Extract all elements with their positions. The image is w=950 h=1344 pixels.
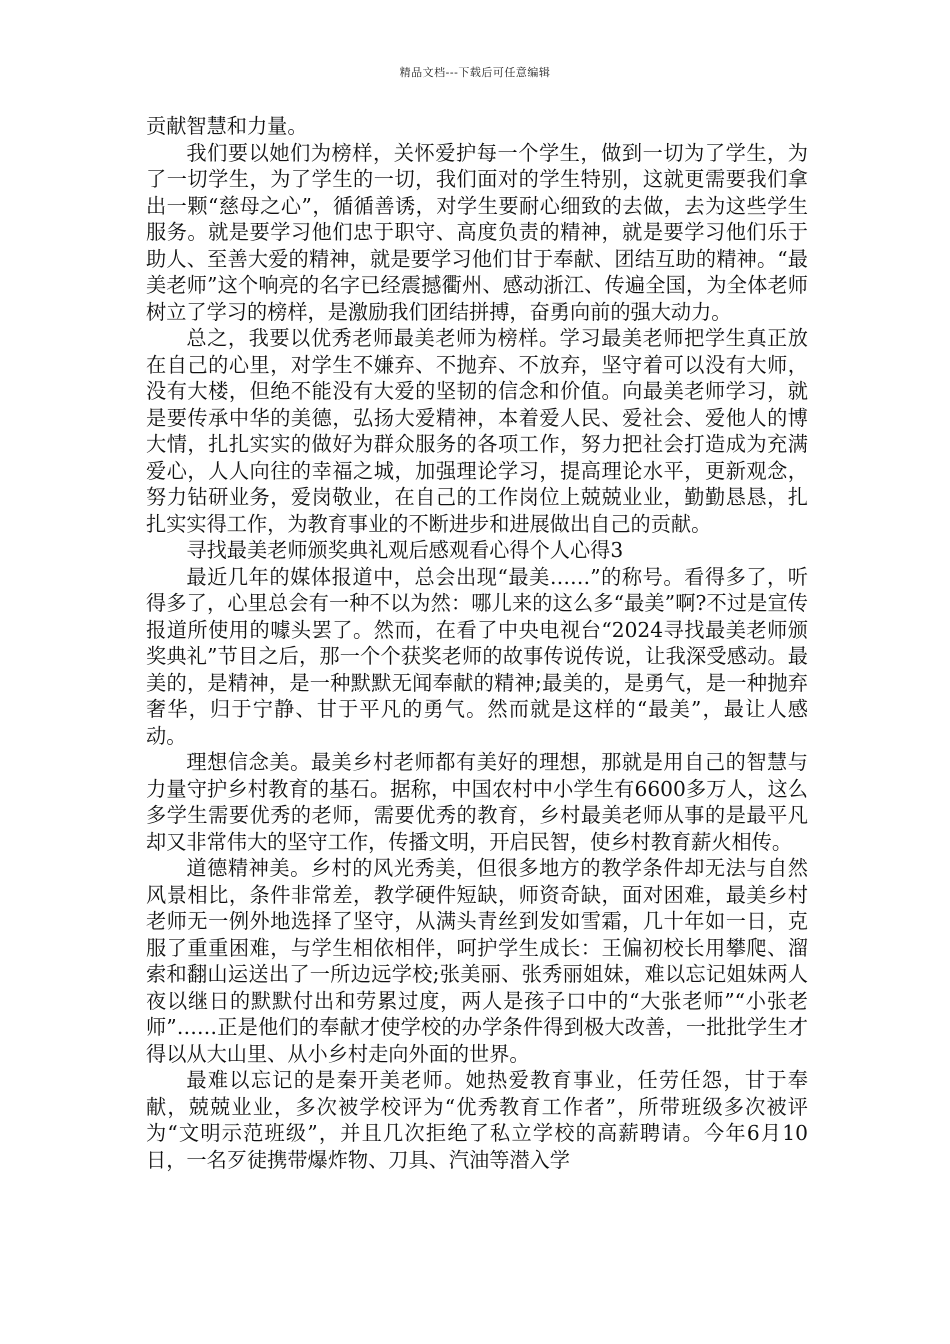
paragraph-6: 道德精神美。乡村的风光秀美，但很多地方的教学条件却无法与自然风景相比，条件非常差，教学硬件短缺，师资奇缺，面对困难，最美乡村老师无一例外地选择了坚守，从满头青丝到发如雪霜，几十年如一日，克服了重重困难，与学生相依相伴，呵护学生成长：王偏初校长用攀爬、溜索和翻山运送出了一所边远学校;张美丽、张秀丽姐妹，难以忘记姐妹两人夜以继日的默默付出和劳累过度，两人是孩子口中的“大张老师”“小张老师”……正是他们的奉献才使学校的办学条件得到极大改善，一批批学生才得以从大山里、从小乡村走向外面的世界。: [146, 856, 808, 1066]
paragraph-1: 贡献智慧和力量。: [146, 114, 308, 138]
document-body: [146, 113, 808, 1173]
paragraph-7: 最难以忘记的是秦开美老师。她热爱教育事业，任劳任怨，甘于奉献，兢兢业业，多次被学校评为“优秀教育工作者”，所带班级多次被评为“文明示范班级”，并且几次拒绝了私立学校的高薪聘请。今年6月10日，一名歹徒携带爆炸物、刀具、汽油等潜入学: [146, 1068, 808, 1172]
paragraph-4: 最近几年的媒体报道中，总会出现“最美……”的称号。看得多了，听得多了，心里总会有一种不以为然：哪儿来的这么多“最美”啊?不过是宣传报道所使用的噱头罢了。然而，在看了中央电视台“2024寻找最美老师颁奖典礼”节目之后，那一个个获奖老师的故事传说传说，让我深受感动。最美的，是精神，是一种默默无闻奉献的精神;最美的，是勇气，是一种抛弃奢华，归于宁静、甘于平凡的勇气。然而就是这样的“最美”，最让人感动。: [146, 564, 808, 748]
section-heading: 寻找最美老师颁奖典礼观后感观看心得个人心得3: [186, 538, 624, 562]
page-header: 精品文档---下载后可任意编辑: [399, 66, 551, 79]
paragraph-2: 我们要以她们为榜样，关怀爱护每一个学生，做到一切为了学生，为了一切学生，为了学生的一切，我们面对的学生特别，这就更需要我们拿出一颗“慈母之心”，循循善诱，对学生要耐心细致的去做，去为这些学生服务。就是要学习他们忠于职守、高度负责的精神，就是要学习他们乐于助人、至善大爱的精神，就是要学习他们甘于奉献、团结互助的精神。“最美老师”这个响亮的名字已经震撼衢州、感动浙江、传遍全国，为全体老师树立了学习的榜样，是激励我们团结拼搏，奋勇向前的强大动力。: [146, 140, 808, 324]
paragraph-3: 总之，我要以优秀老师最美老师为榜样。学习最美老师把学生真正放在自己的心里，对学生不嫌弃、不抛弃、不放弃，坚守着可以没有大师，没有大楼，但绝不能没有大爱的坚韧的信念和价值。向最美老师学习，就是要传承中华的美德，弘扬大爱精神，本着爱人民、爱社会、爱他人的博大情，扎扎实实的做好为群众服务的各项工作，努力把社会打造成为充满爱心，人人向往的幸福之城，加强理论学习，提高理论水平，更新观念，努力钻研业务，爱岗敬业，在自己的工作岗位上兢兢业业，勤勤恳恳，扎扎实实得工作，为教育事业的不断进步和进展做出自己的贡献。: [146, 326, 808, 536]
paragraph-5: 理想信念美。最美乡村老师都有美好的理想，那就是用自己的智慧与力量守护乡村教育的基石。据称，中国农村中小学生有6600多万人，这么多学生需要优秀的老师，需要优秀的教育，乡村最美老师从事的是最平凡却又非常伟大的坚守工作，传播文明，开启民智，使乡村教育薪火相传。: [146, 750, 808, 854]
